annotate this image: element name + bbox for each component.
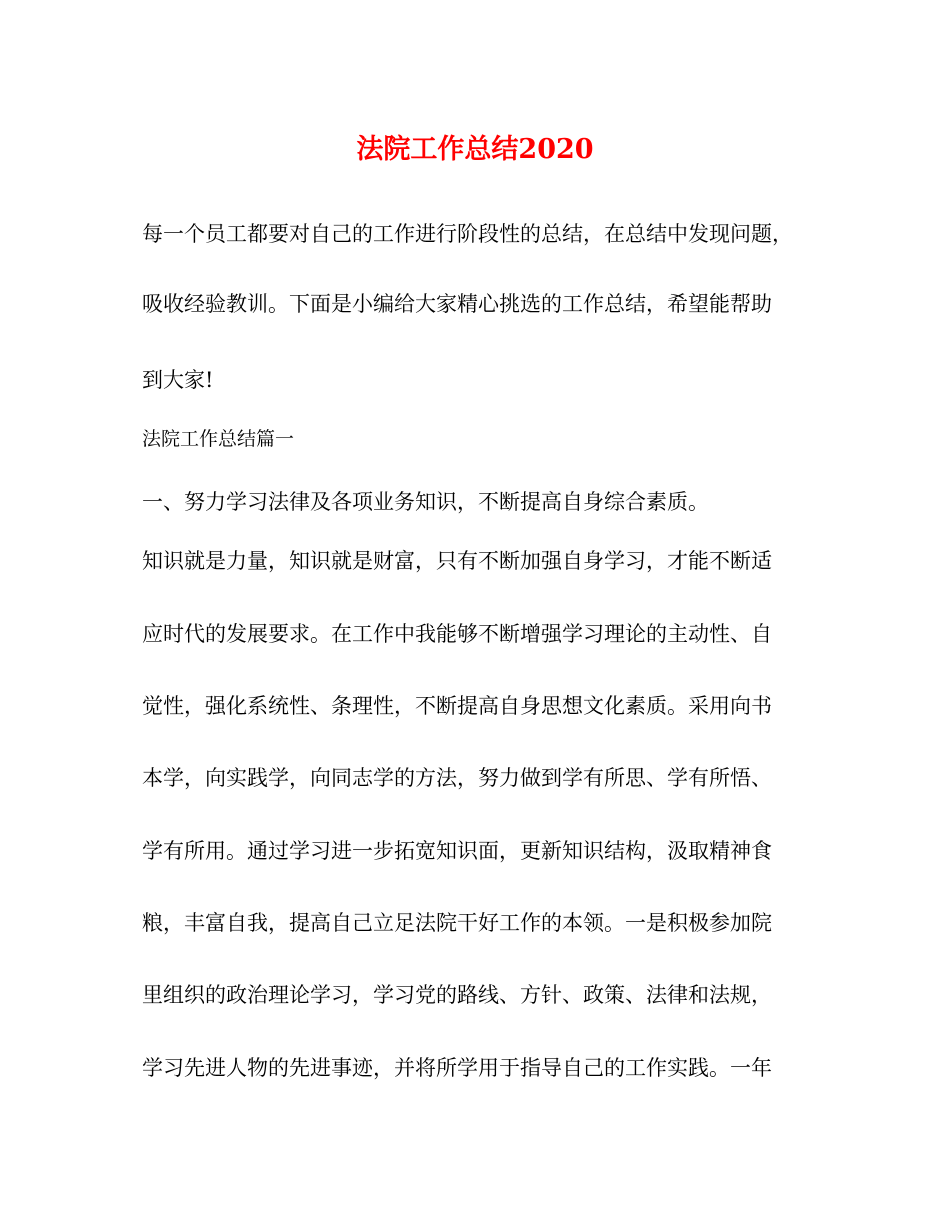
paragraph-line: 学有所用。通过学习进一步拓宽知识面，更新知识结构，汲取精神食	[142, 839, 772, 863]
paragraph-line: 觉性，强化系统性、条理性，不断提高自身思想文化素质。采用向书	[142, 694, 772, 718]
paragraph-line: 里组织的政治理论学习，学习党的路线、方针、政策、法律和法规，	[142, 983, 772, 1007]
subsection-heading: 一、努力学习法律及各项业务知识，不断提高自身综合素质。	[142, 490, 709, 514]
paragraph-line: 每一个员工都要对自己的工作进行阶段性的总结，在总结中发现问题，	[142, 222, 793, 246]
paragraph-line: 应时代的发展要求。在工作中我能够不断增强学习理论的主动性、自	[142, 622, 772, 646]
paragraph-line: 吸收经验教训。下面是小编给大家精心挑选的工作总结，希望能帮助	[142, 292, 772, 316]
paragraph-line: 到大家!	[142, 368, 214, 392]
paragraph-line: 粮，丰富自我，提高自己立足法院干好工作的本领。一是积极参加院	[142, 911, 772, 935]
document-title: 法院工作总结2020	[356, 134, 594, 165]
paragraph-line: 学习先进人物的先进事迹，并将所学用于指导自己的工作实践。一年	[142, 1056, 772, 1080]
paragraph-line: 本学，向实践学，向同志学的方法，努力做到学有所思、学有所悟、	[142, 766, 772, 790]
section-heading: 法院工作总结篇一	[142, 428, 295, 450]
paragraph-line: 知识就是力量，知识就是财富，只有不断加强自身学习，才能不断适	[142, 549, 772, 573]
